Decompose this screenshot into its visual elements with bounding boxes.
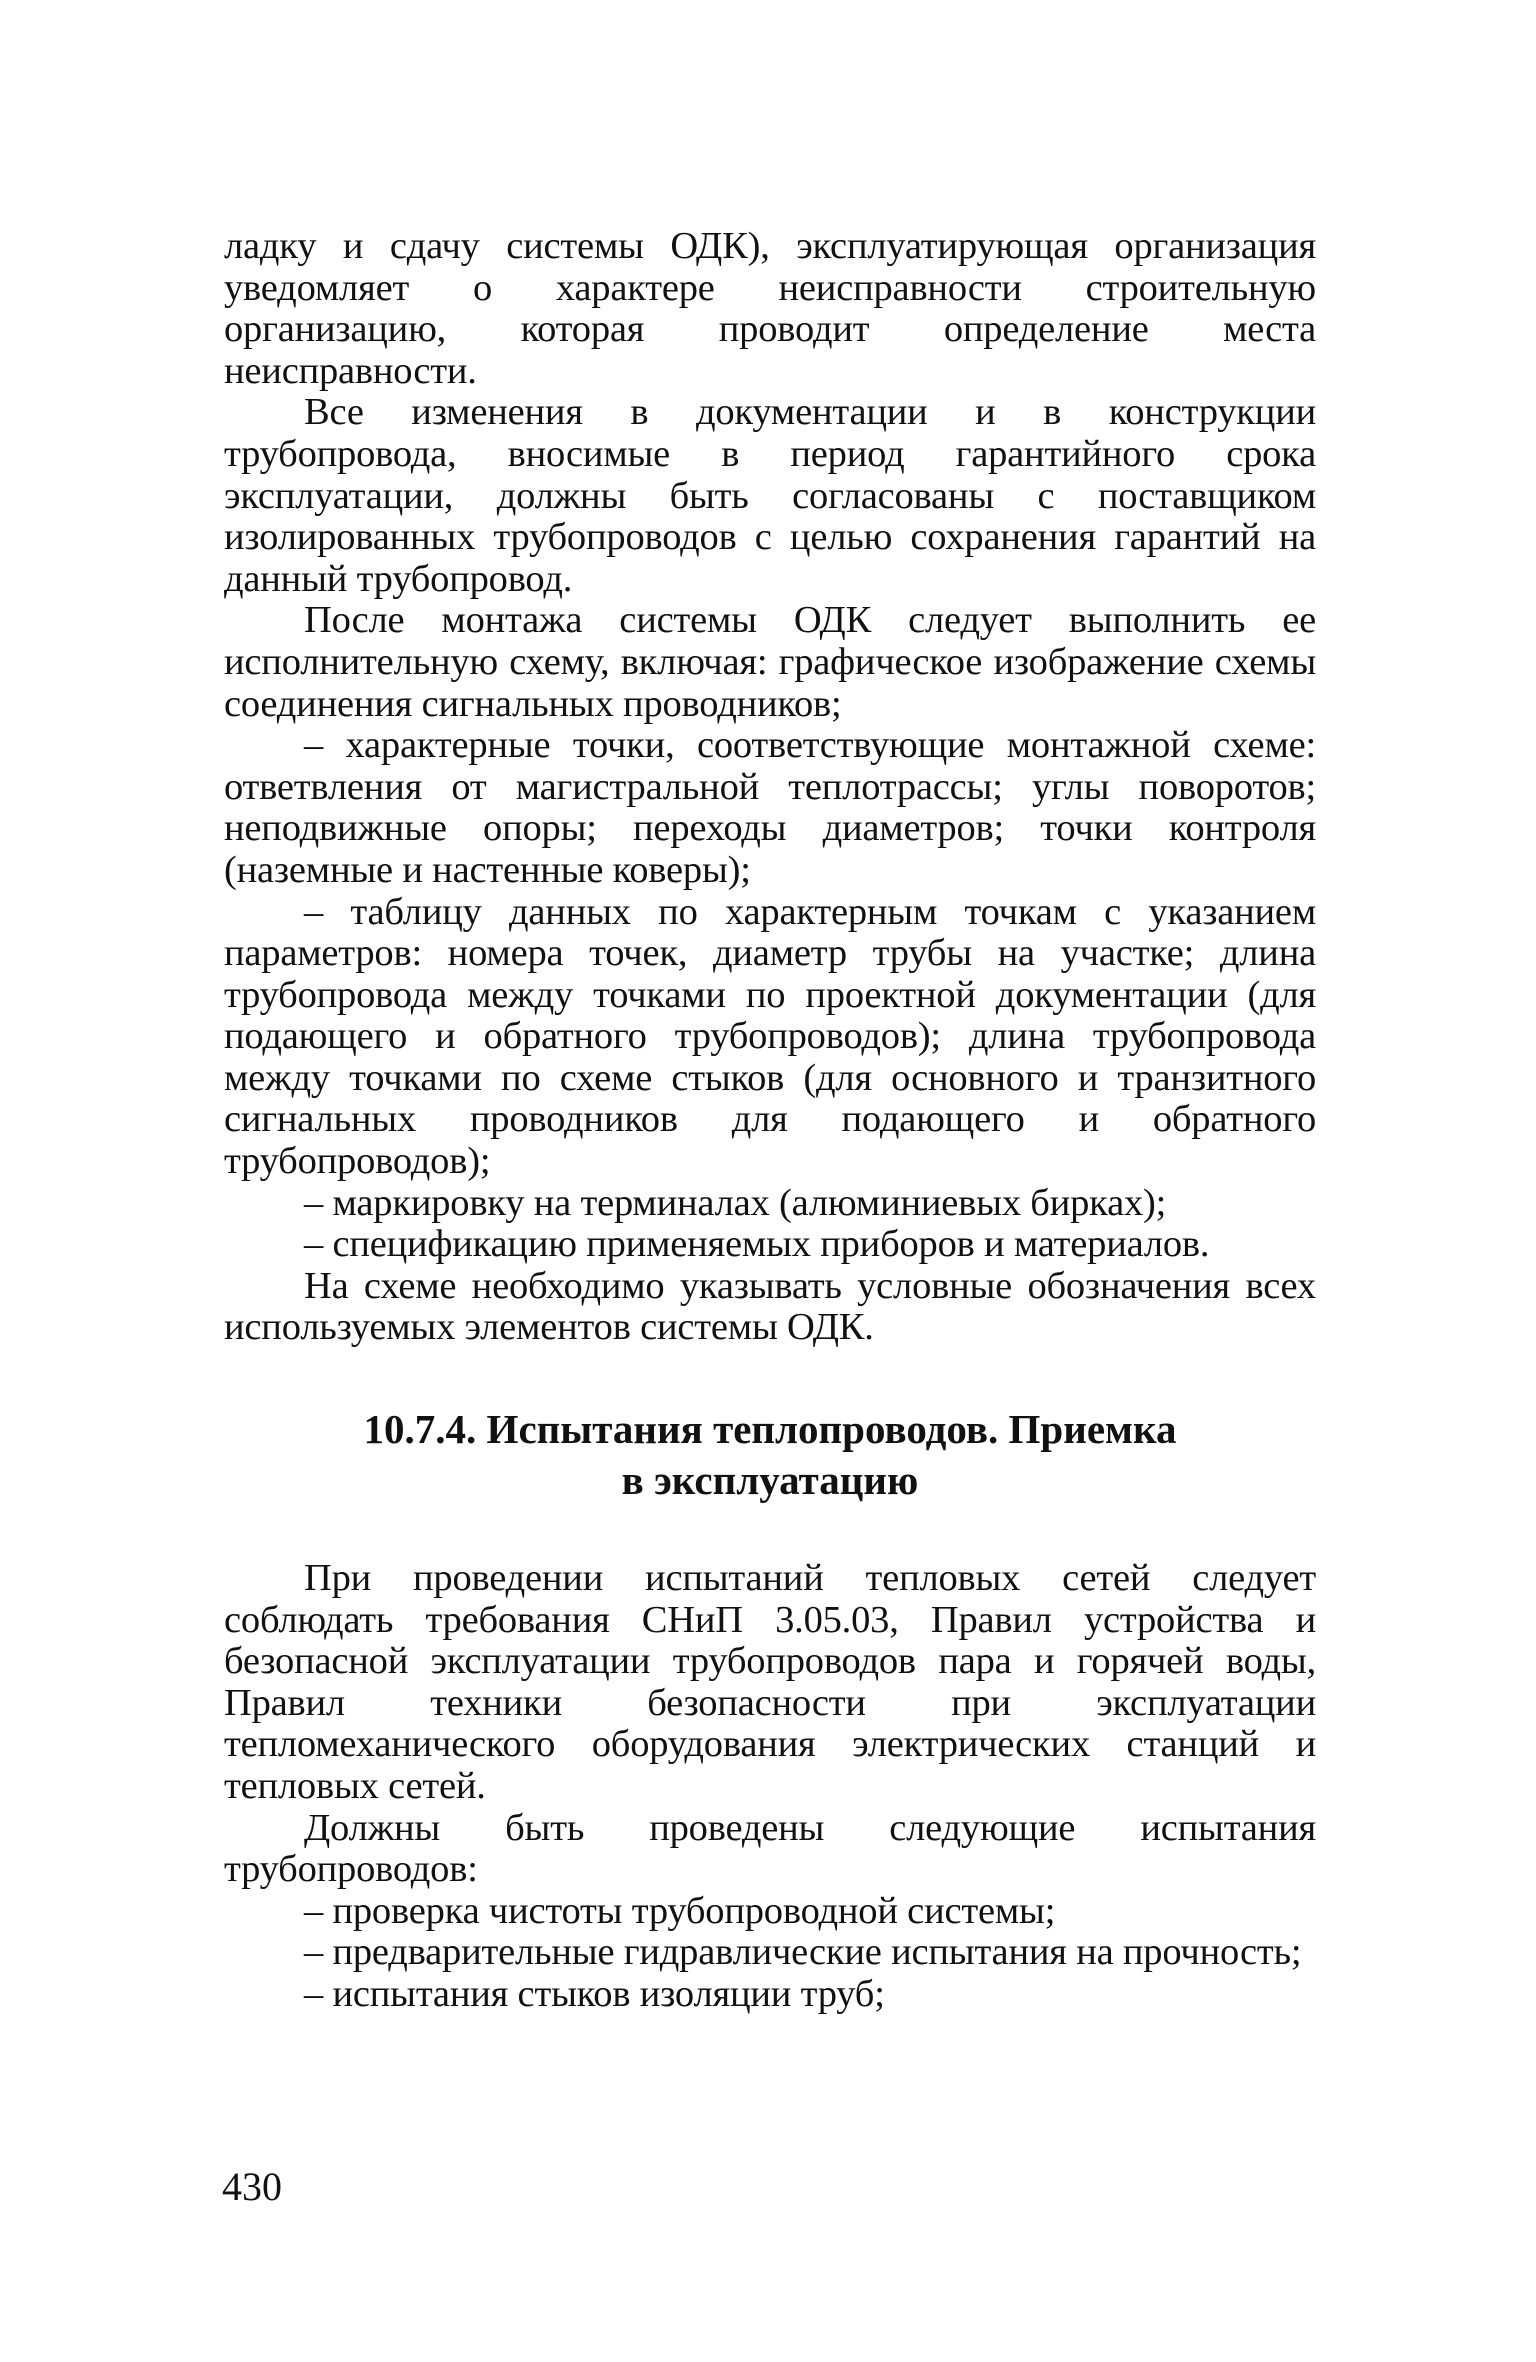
body-text-top [224,226,1316,1349]
section-heading [224,1404,1316,1506]
section-heading-line: 10.7.4. Испытания теплопроводов. Приемка [363,1406,1177,1452]
page-number: 430 [222,2164,282,2209]
paragraph: На схеме необходимо указывать условные обозначения всех используемых элементов системы ОДК. [224,1264,1316,1349]
paragraph: Все изменения в документации и в конструкции трубопровода, вносимые в период гарантийного срока эксплуатации, должны быть согласованы с поставщиком изолированных трубопроводов с целью сохранения гарантий на данный трубопровод. [224,391,1316,600]
list-item: – предварительные гидравлические испытания на прочность; [304,1931,1302,1974]
paragraph: При проведении испытаний тепловых сетей следует соблюдать требования СНиП 3.05.03, Правил устройства и безопасной эксплуатации трубопроводов пара и горячей воды, Правил техники безопасности при эксплуатации тепломеханического оборудования электрических станций и тепловых сетей. [224,1557,1316,1807]
paragraph: ладку и сдачу системы ОДК), эксплуатирующая организация уведомляет о характере неисправности строительную организацию, которая проводит определение места неисправности. [224,225,1316,392]
section-heading-line: в эксплуатацию [621,1457,919,1503]
list-item: – маркировку на терминалах (алюминиевых бирках); [304,1181,1167,1224]
list-item: – таблицу данных по характерным точкам с указанием параметров: номера точек, диаметр трубы на участке; длина трубопровода между точками по проектной документации (для подающего и обратного трубопроводов); длина трубопровода между точками по схеме стыков (для основного и транзитного сигнальных проводников для подающего и обратного трубопроводов); [224,890,1316,1183]
list-item: – спецификацию применяемых приборов и материалов. [304,1223,1210,1266]
list-item: – испытания стыков изоляции труб; [304,1972,885,2015]
body-text-bottom [224,1558,1316,2016]
paragraph: Должны быть проведены следующие испытания трубопроводов: [224,1806,1316,1891]
list-item: – проверка чистоты трубопроводной системы; [304,1889,1056,1932]
paragraph: После монтажа системы ОДК следует выполнить ее исполнительную схему, включая: графическое изображение схемы соединения сигнальных проводников; [224,599,1316,725]
list-item: – характерные точки, соответствующие монтажной схеме: ответвления от магистральной теплотрассы; углы поворотов; неподвижные опоры; переходы диаметров; точки контроля (наземные и настенные коверы); [224,724,1316,891]
